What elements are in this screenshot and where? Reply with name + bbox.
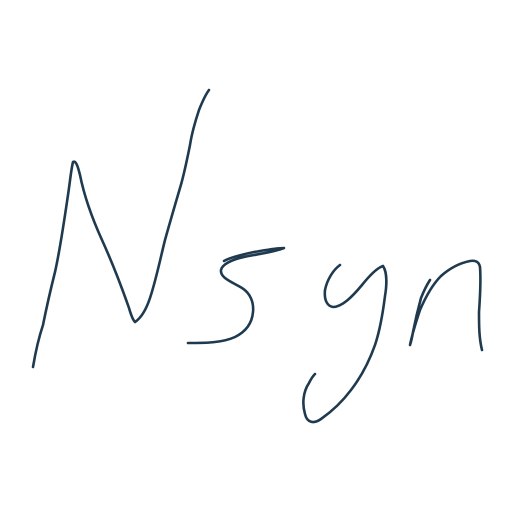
stroke-letter-n [33,90,209,367]
stroke-letter-n-small [410,261,482,350]
stroke-letter-s [188,248,284,343]
stroke-letter-y [303,265,386,422]
